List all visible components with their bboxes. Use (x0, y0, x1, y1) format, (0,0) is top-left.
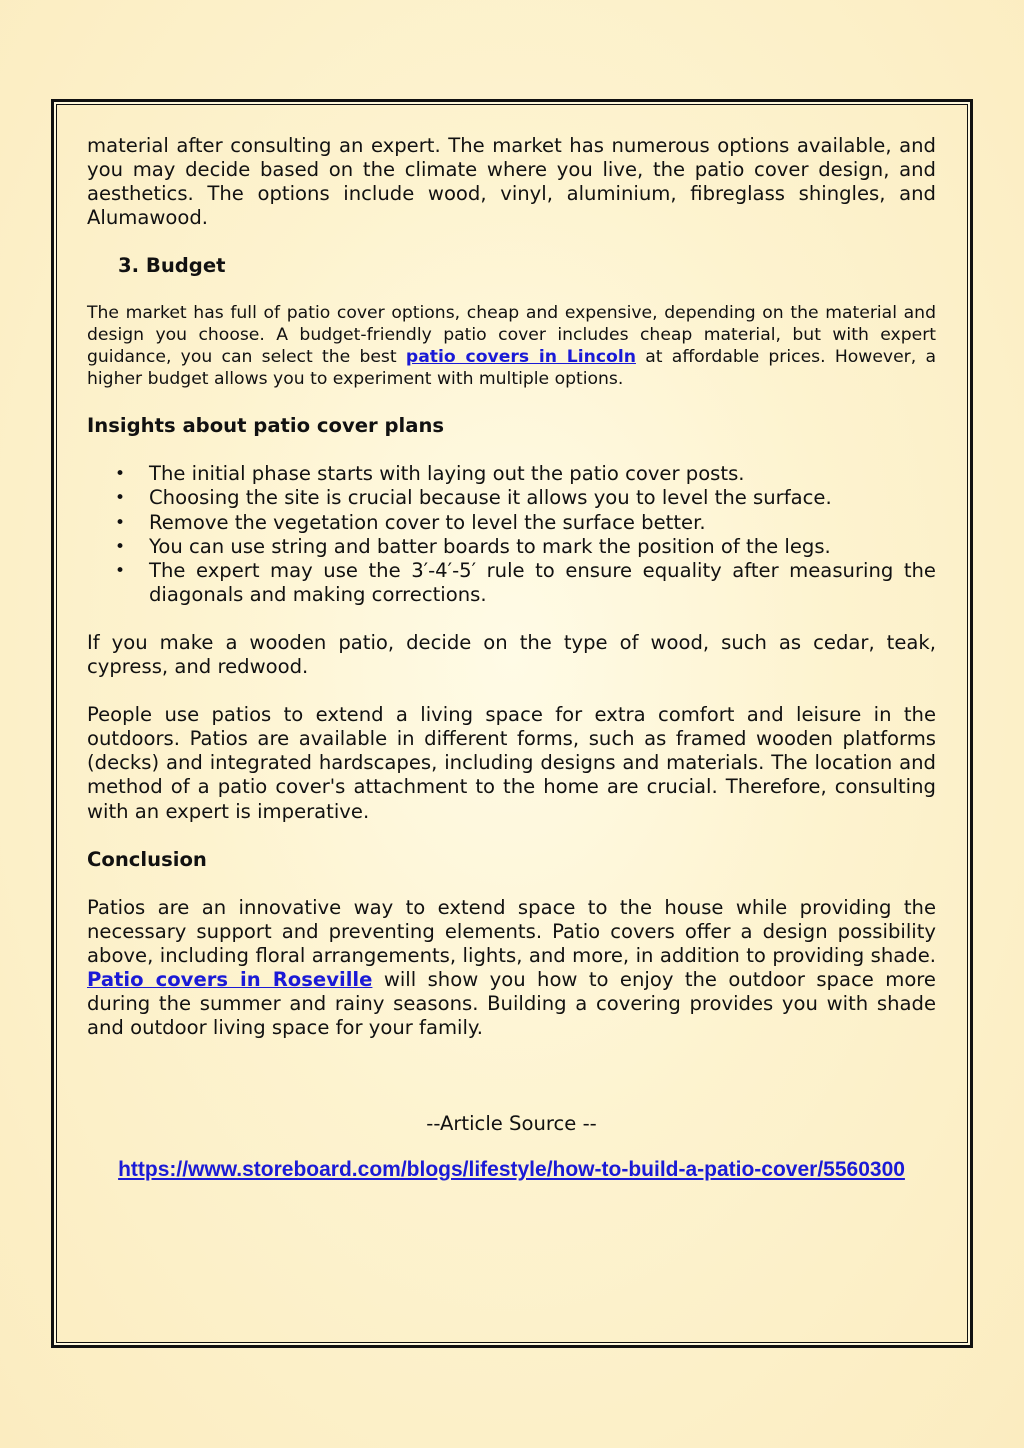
patios-paragraph: People use patios to extend a living space for extra comfort and leisure in the outdoors. Patios are available in different forms, such as framed wooden platforms (decks) and integrated hardscapes, including designs and materials. The location and method of a patio cover's attachment to the home are crucial. Therefore, consulting with an expert is imperative. (87, 703, 936, 823)
budget-paragraph (87, 302, 936, 390)
list-item (87, 462, 936, 486)
bullet-icon: • (115, 464, 126, 485)
conclusion-heading: Conclusion (87, 847, 207, 871)
list-item (87, 559, 936, 607)
list-item (87, 511, 936, 535)
conclusion-paragraph (87, 896, 936, 1041)
insights-heading: Insights about patio cover plans (87, 414, 445, 438)
list-item-text: The initial phase starts with laying out the patio cover posts. (149, 462, 745, 486)
list-item-text: The expert may use the 3′-4′-5′ rule to ensure equality after measuring the diagonals and making corrections. (149, 558, 936, 606)
insights-list (87, 462, 936, 607)
budget-heading: 3. Budget (118, 254, 226, 278)
patio-covers-lincoln-link[interactable]: patio covers in Lincoln (405, 347, 636, 368)
bullet-icon: • (115, 488, 126, 509)
list-item-text: Choosing the site is crucial because it allows you to level the surface. (149, 486, 832, 510)
list-item (87, 486, 936, 510)
bullet-icon: • (115, 536, 126, 557)
article-body (87, 134, 936, 1183)
patio-covers-roseville-link[interactable]: Patio covers in Roseville (87, 967, 373, 991)
bullet-icon: • (115, 512, 126, 533)
intro-paragraph: material after consulting an expert. The market has numerous options available, and you may decide based on the climate where you live, the patio cover design, and aesthetics. The options include wood, vinyl, aluminium, fibreglass shingles, and Alumawood. (87, 134, 936, 230)
wood-paragraph: If you make a wooden patio, decide on the type of wood, such as cedar, teak, cypress, and redwood. (87, 630, 936, 679)
conclusion-text-after: will show you how to enjoy the outdoor space more during the summer and rainy seasons. Building a covering provides you with shade and outdoor living space for your family. (87, 967, 936, 1040)
source-url-row (87, 1157, 936, 1183)
article-source-link[interactable]: https://www.storeboard.com/blogs/lifestyle/how-to-build-a-patio-cover/5560300 (118, 1158, 905, 1182)
budget-text-before: The market has full of patio cover options, cheap and expensive, depending on the material and design you choose. A budget-friendly patio cover includes cheap material, but with expert guidance, you can select the best (87, 303, 936, 368)
conclusion-text-before: Patios are an innovative way to extend space to the house while providing the necessary support and preventing elements. Patio covers offer a design possibility above, including floral arrangements, lights, and more, in addition to providing shade. (87, 895, 936, 967)
list-item (87, 535, 936, 559)
budget-text-after: at affordable prices. However, a higher budget allows you to experiment with multiple options. (87, 347, 937, 390)
list-item-text: You can use string and batter boards to mark the position of the legs. (149, 534, 831, 558)
list-item-text: Remove the vegetation cover to level the surface better. (149, 510, 706, 534)
article-source-label: --Article Source -- (426, 1112, 597, 1136)
bullet-icon: • (115, 560, 126, 581)
